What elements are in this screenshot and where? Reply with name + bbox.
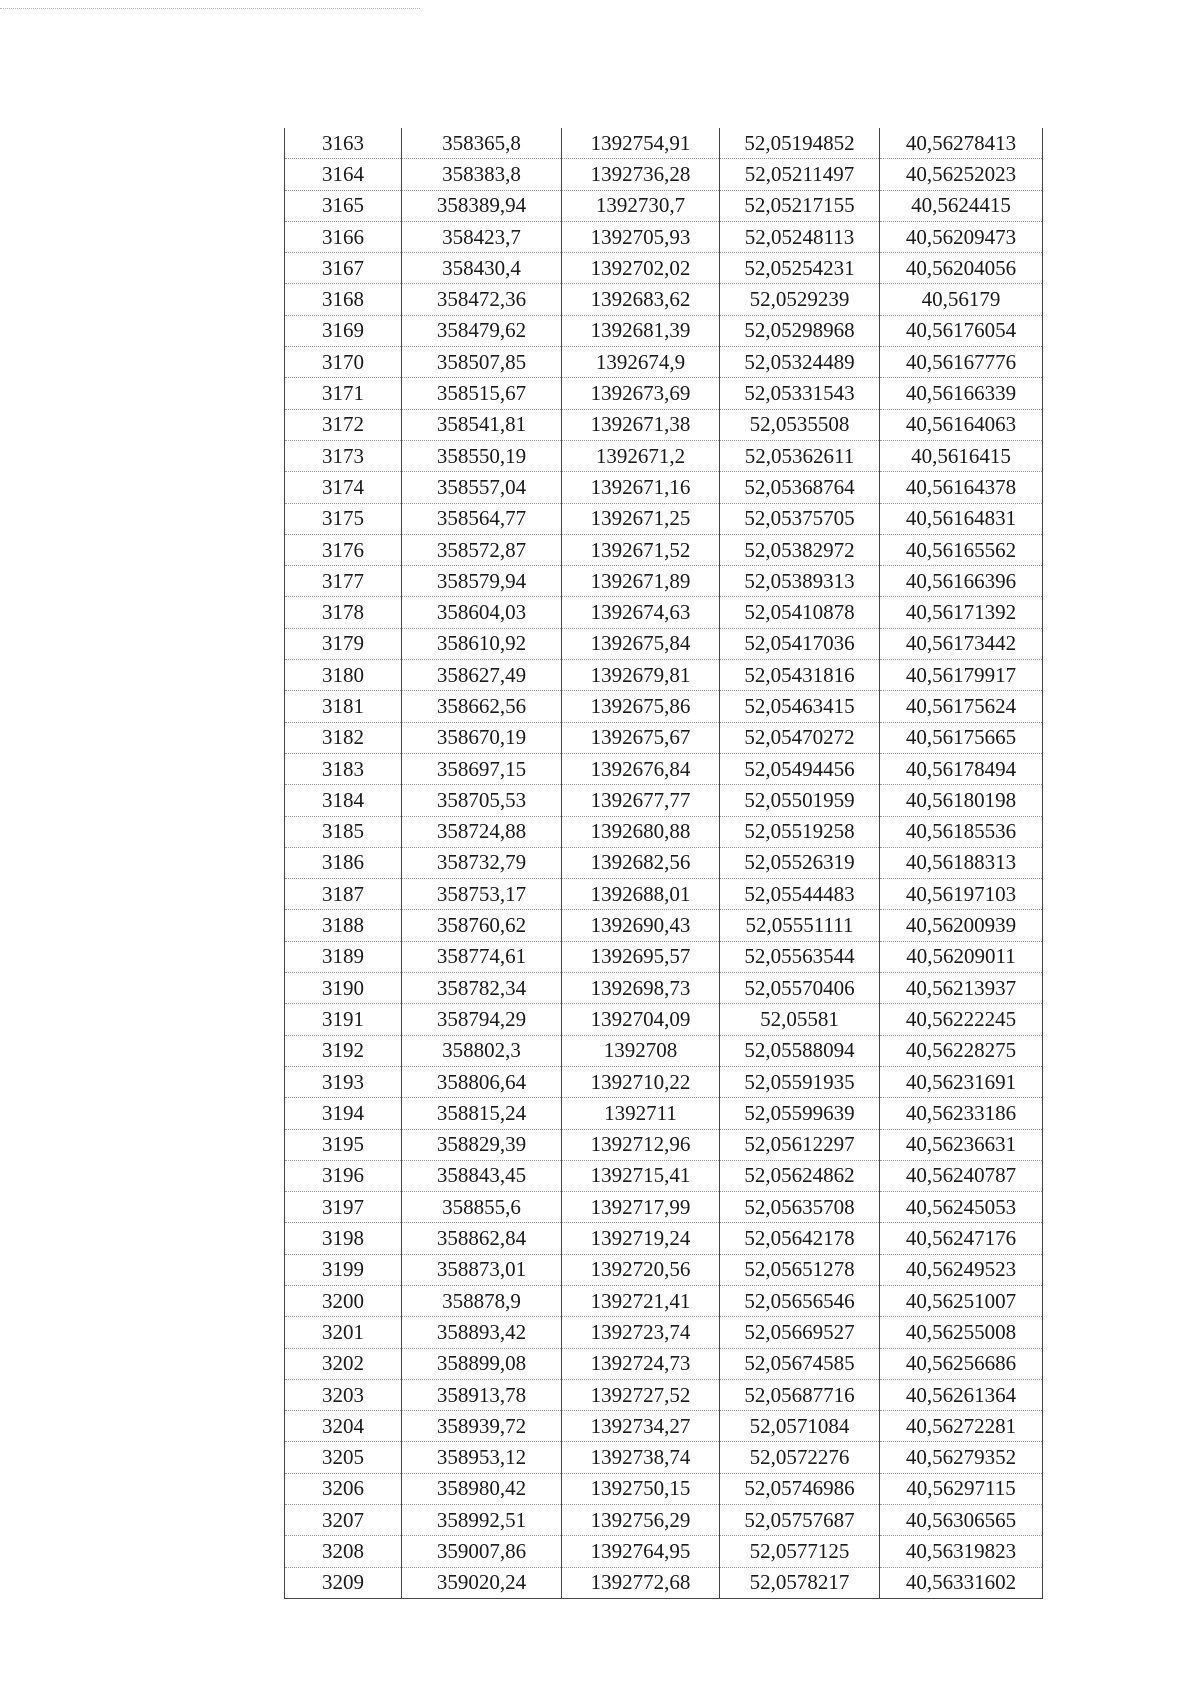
table-row: [285, 221, 1043, 252]
longitude-cell: 40,56197103: [880, 879, 1043, 910]
table-row: [285, 1505, 1043, 1536]
latitude-cell: 52,05544483: [720, 879, 880, 910]
x-coordinate-cell: 358782,34: [402, 973, 562, 1004]
x-coordinate-cell: 358662,56: [402, 691, 562, 722]
y-coordinate-cell: 1392681,39: [562, 315, 720, 346]
y-coordinate-cell: 1392683,62: [562, 284, 720, 315]
y-coordinate-cell: 1392682,56: [562, 847, 720, 878]
point-number-cell: 3196: [285, 1160, 402, 1191]
x-coordinate-cell: 358843,45: [402, 1160, 562, 1191]
latitude-cell: 52,05368764: [720, 472, 880, 503]
point-number-cell: 3197: [285, 1192, 402, 1223]
coordinates-table-body: [285, 128, 1043, 1598]
point-number-cell: 3169: [285, 315, 402, 346]
point-number-cell: 3172: [285, 409, 402, 440]
y-coordinate-cell: 1392730,7: [562, 190, 720, 221]
point-number-cell: 3209: [285, 1567, 402, 1598]
x-coordinate-cell: 358899,08: [402, 1348, 562, 1379]
y-coordinate-cell: 1392671,2: [562, 440, 720, 471]
latitude-cell: 52,05519258: [720, 816, 880, 847]
point-number-cell: 3205: [285, 1442, 402, 1473]
longitude-cell: 40,5616415: [880, 440, 1043, 471]
longitude-cell: 40,56165562: [880, 534, 1043, 565]
x-coordinate-cell: 358472,36: [402, 284, 562, 315]
y-coordinate-cell: 1392679,81: [562, 660, 720, 691]
latitude-cell: 52,05599639: [720, 1098, 880, 1129]
latitude-cell: 52,05757687: [720, 1505, 880, 1536]
point-number-cell: 3192: [285, 1035, 402, 1066]
latitude-cell: 52,0578217: [720, 1567, 880, 1598]
longitude-cell: 40,56261364: [880, 1379, 1043, 1410]
point-number-cell: 3187: [285, 879, 402, 910]
longitude-cell: 40,56233186: [880, 1098, 1043, 1129]
x-coordinate-cell: 358604,03: [402, 597, 562, 628]
table-row: [285, 660, 1043, 691]
longitude-cell: 40,56164831: [880, 503, 1043, 534]
point-number-cell: 3202: [285, 1348, 402, 1379]
y-coordinate-cell: 1392674,9: [562, 347, 720, 378]
longitude-cell: 40,56228275: [880, 1035, 1043, 1066]
x-coordinate-cell: 358430,4: [402, 253, 562, 284]
latitude-cell: 52,05331543: [720, 378, 880, 409]
x-coordinate-cell: 358383,8: [402, 159, 562, 190]
table-row: [285, 1066, 1043, 1097]
table-row: [285, 440, 1043, 471]
x-coordinate-cell: 358579,94: [402, 566, 562, 597]
latitude-cell: 52,05635708: [720, 1192, 880, 1223]
latitude-cell: 52,05588094: [720, 1035, 880, 1066]
x-coordinate-cell: 358913,78: [402, 1379, 562, 1410]
longitude-cell: 40,5624415: [880, 190, 1043, 221]
point-number-cell: 3199: [285, 1254, 402, 1285]
x-coordinate-cell: 358550,19: [402, 440, 562, 471]
point-number-cell: 3190: [285, 973, 402, 1004]
point-number-cell: 3193: [285, 1066, 402, 1097]
x-coordinate-cell: 358541,81: [402, 409, 562, 440]
longitude-cell: 40,56171392: [880, 597, 1043, 628]
x-coordinate-cell: 358829,39: [402, 1129, 562, 1160]
x-coordinate-cell: 358802,3: [402, 1035, 562, 1066]
latitude-cell: 52,0571084: [720, 1411, 880, 1442]
x-coordinate-cell: 358610,92: [402, 628, 562, 659]
longitude-cell: 40,56245053: [880, 1192, 1043, 1223]
point-number-cell: 3164: [285, 159, 402, 190]
x-coordinate-cell: 358992,51: [402, 1505, 562, 1536]
y-coordinate-cell: 1392676,84: [562, 753, 720, 784]
y-coordinate-cell: 1392727,52: [562, 1379, 720, 1410]
longitude-cell: 40,56319823: [880, 1536, 1043, 1567]
x-coordinate-cell: 358389,94: [402, 190, 562, 221]
latitude-cell: 52,05417036: [720, 628, 880, 659]
latitude-cell: 52,05324489: [720, 347, 880, 378]
point-number-cell: 3198: [285, 1223, 402, 1254]
x-coordinate-cell: 358507,85: [402, 347, 562, 378]
longitude-cell: 40,56247176: [880, 1223, 1043, 1254]
table-row: [285, 347, 1043, 378]
latitude-cell: 52,05410878: [720, 597, 880, 628]
y-coordinate-cell: 1392721,41: [562, 1285, 720, 1316]
latitude-cell: 52,05642178: [720, 1223, 880, 1254]
x-coordinate-cell: 358515,67: [402, 378, 562, 409]
table-row: [285, 1442, 1043, 1473]
longitude-cell: 40,56209473: [880, 221, 1043, 252]
table-row: [285, 1285, 1043, 1316]
coordinates-table: [284, 128, 1043, 1599]
longitude-cell: 40,56175665: [880, 722, 1043, 753]
y-coordinate-cell: 1392711: [562, 1098, 720, 1129]
x-coordinate-cell: 358980,42: [402, 1473, 562, 1504]
longitude-cell: 40,56166339: [880, 378, 1043, 409]
point-number-cell: 3179: [285, 628, 402, 659]
table-row: [285, 628, 1043, 659]
x-coordinate-cell: 358753,17: [402, 879, 562, 910]
point-number-cell: 3176: [285, 534, 402, 565]
point-number-cell: 3180: [285, 660, 402, 691]
y-coordinate-cell: 1392690,43: [562, 910, 720, 941]
longitude-cell: 40,56188313: [880, 847, 1043, 878]
latitude-cell: 52,05501959: [720, 785, 880, 816]
table-row: [285, 816, 1043, 847]
point-number-cell: 3203: [285, 1379, 402, 1410]
x-coordinate-cell: 358557,04: [402, 472, 562, 503]
longitude-cell: 40,56204056: [880, 253, 1043, 284]
longitude-cell: 40,56179917: [880, 660, 1043, 691]
longitude-cell: 40,56251007: [880, 1285, 1043, 1316]
latitude-cell: 52,05669527: [720, 1317, 880, 1348]
latitude-cell: 52,05362611: [720, 440, 880, 471]
longitude-cell: 40,56213937: [880, 973, 1043, 1004]
point-number-cell: 3185: [285, 816, 402, 847]
longitude-cell: 40,56249523: [880, 1254, 1043, 1285]
x-coordinate-cell: 358423,7: [402, 221, 562, 252]
point-number-cell: 3184: [285, 785, 402, 816]
table-row: [285, 159, 1043, 190]
point-number-cell: 3195: [285, 1129, 402, 1160]
y-coordinate-cell: 1392717,99: [562, 1192, 720, 1223]
latitude-cell: 52,0572276: [720, 1442, 880, 1473]
point-number-cell: 3183: [285, 753, 402, 784]
table-row: [285, 1192, 1043, 1223]
y-coordinate-cell: 1392720,56: [562, 1254, 720, 1285]
table-row: [285, 910, 1043, 941]
y-coordinate-cell: 1392675,84: [562, 628, 720, 659]
table-row: [285, 1567, 1043, 1598]
x-coordinate-cell: 358732,79: [402, 847, 562, 878]
longitude-cell: 40,56164063: [880, 409, 1043, 440]
longitude-cell: 40,56178494: [880, 753, 1043, 784]
latitude-cell: 52,05494456: [720, 753, 880, 784]
latitude-cell: 52,05746986: [720, 1473, 880, 1504]
x-coordinate-cell: 358724,88: [402, 816, 562, 847]
x-coordinate-cell: 358953,12: [402, 1442, 562, 1473]
latitude-cell: 52,05674585: [720, 1348, 880, 1379]
point-number-cell: 3186: [285, 847, 402, 878]
point-number-cell: 3200: [285, 1285, 402, 1316]
table-row: [285, 378, 1043, 409]
longitude-cell: 40,56176054: [880, 315, 1043, 346]
y-coordinate-cell: 1392675,67: [562, 722, 720, 753]
x-coordinate-cell: 358774,61: [402, 941, 562, 972]
y-coordinate-cell: 1392671,16: [562, 472, 720, 503]
table-row: [285, 190, 1043, 221]
x-coordinate-cell: 358939,72: [402, 1411, 562, 1442]
table-row: [285, 1379, 1043, 1410]
x-coordinate-cell: 358572,87: [402, 534, 562, 565]
table-row: [285, 753, 1043, 784]
longitude-cell: 40,56297115: [880, 1473, 1043, 1504]
point-number-cell: 3170: [285, 347, 402, 378]
latitude-cell: 52,05624862: [720, 1160, 880, 1191]
x-coordinate-cell: 358479,62: [402, 315, 562, 346]
longitude-cell: 40,56209011: [880, 941, 1043, 972]
x-coordinate-cell: 358878,9: [402, 1285, 562, 1316]
x-coordinate-cell: 358760,62: [402, 910, 562, 941]
point-number-cell: 3189: [285, 941, 402, 972]
x-coordinate-cell: 358564,77: [402, 503, 562, 534]
point-number-cell: 3178: [285, 597, 402, 628]
table-row: [285, 691, 1043, 722]
latitude-cell: 52,05389313: [720, 566, 880, 597]
point-number-cell: 3191: [285, 1004, 402, 1035]
latitude-cell: 52,05656546: [720, 1285, 880, 1316]
table-row: [285, 1473, 1043, 1504]
y-coordinate-cell: 1392734,27: [562, 1411, 720, 1442]
longitude-cell: 40,56173442: [880, 628, 1043, 659]
latitude-cell: 52,05375705: [720, 503, 880, 534]
longitude-cell: 40,56236631: [880, 1129, 1043, 1160]
point-number-cell: 3163: [285, 128, 402, 159]
x-coordinate-cell: 358855,6: [402, 1192, 562, 1223]
x-coordinate-cell: 358806,64: [402, 1066, 562, 1097]
x-coordinate-cell: 358627,49: [402, 660, 562, 691]
x-coordinate-cell: 358697,15: [402, 753, 562, 784]
latitude-cell: 52,05612297: [720, 1129, 880, 1160]
longitude-cell: 40,56252023: [880, 159, 1043, 190]
y-coordinate-cell: 1392738,74: [562, 1442, 720, 1473]
y-coordinate-cell: 1392675,86: [562, 691, 720, 722]
latitude-cell: 52,05248113: [720, 221, 880, 252]
x-coordinate-cell: 359020,24: [402, 1567, 562, 1598]
point-number-cell: 3171: [285, 378, 402, 409]
x-coordinate-cell: 358873,01: [402, 1254, 562, 1285]
table-row: [285, 1098, 1043, 1129]
longitude-cell: 40,56185536: [880, 816, 1043, 847]
latitude-cell: 52,05254231: [720, 253, 880, 284]
latitude-cell: 52,05591935: [720, 1066, 880, 1097]
longitude-cell: 40,56279352: [880, 1442, 1043, 1473]
point-number-cell: 3208: [285, 1536, 402, 1567]
point-number-cell: 3188: [285, 910, 402, 941]
table-row: [285, 1223, 1043, 1254]
x-coordinate-cell: 358794,29: [402, 1004, 562, 1035]
y-coordinate-cell: 1392715,41: [562, 1160, 720, 1191]
longitude-cell: 40,56278413: [880, 128, 1043, 159]
point-number-cell: 3182: [285, 722, 402, 753]
x-coordinate-cell: 359007,86: [402, 1536, 562, 1567]
point-number-cell: 3181: [285, 691, 402, 722]
y-coordinate-cell: 1392702,02: [562, 253, 720, 284]
latitude-cell: 52,0535508: [720, 409, 880, 440]
latitude-cell: 52,05551111: [720, 910, 880, 941]
latitude-cell: 52,05298968: [720, 315, 880, 346]
y-coordinate-cell: 1392756,29: [562, 1505, 720, 1536]
table-row: [285, 1348, 1043, 1379]
x-coordinate-cell: 358365,8: [402, 128, 562, 159]
y-coordinate-cell: 1392719,24: [562, 1223, 720, 1254]
y-coordinate-cell: 1392671,89: [562, 566, 720, 597]
x-coordinate-cell: 358705,53: [402, 785, 562, 816]
point-number-cell: 3167: [285, 253, 402, 284]
longitude-cell: 40,56179: [880, 284, 1043, 315]
y-coordinate-cell: 1392724,73: [562, 1348, 720, 1379]
y-coordinate-cell: 1392677,77: [562, 785, 720, 816]
y-coordinate-cell: 1392704,09: [562, 1004, 720, 1035]
table-row: [285, 597, 1043, 628]
y-coordinate-cell: 1392674,63: [562, 597, 720, 628]
x-coordinate-cell: 358862,84: [402, 1223, 562, 1254]
y-coordinate-cell: 1392736,28: [562, 159, 720, 190]
latitude-cell: 52,0577125: [720, 1536, 880, 1567]
table-row: [285, 1536, 1043, 1567]
table-row: [285, 1035, 1043, 1066]
latitude-cell: 52,05211497: [720, 159, 880, 190]
latitude-cell: 52,05687716: [720, 1379, 880, 1410]
y-coordinate-cell: 1392680,88: [562, 816, 720, 847]
longitude-cell: 40,56222245: [880, 1004, 1043, 1035]
latitude-cell: 52,05581: [720, 1004, 880, 1035]
y-coordinate-cell: 1392710,22: [562, 1066, 720, 1097]
y-coordinate-cell: 1392671,38: [562, 409, 720, 440]
table-row: [285, 1160, 1043, 1191]
longitude-cell: 40,56272281: [880, 1411, 1043, 1442]
longitude-cell: 40,56255008: [880, 1317, 1043, 1348]
table-row: [285, 566, 1043, 597]
point-number-cell: 3204: [285, 1411, 402, 1442]
latitude-cell: 52,05431816: [720, 660, 880, 691]
latitude-cell: 52,05470272: [720, 722, 880, 753]
latitude-cell: 52,05463415: [720, 691, 880, 722]
table-row: [285, 409, 1043, 440]
longitude-cell: 40,56164378: [880, 472, 1043, 503]
y-coordinate-cell: 1392671,25: [562, 503, 720, 534]
table-row: [285, 1004, 1043, 1035]
latitude-cell: 52,0529239: [720, 284, 880, 315]
latitude-cell: 52,05382972: [720, 534, 880, 565]
longitude-cell: 40,56167776: [880, 347, 1043, 378]
latitude-cell: 52,05570406: [720, 973, 880, 1004]
point-number-cell: 3206: [285, 1473, 402, 1504]
longitude-cell: 40,56240787: [880, 1160, 1043, 1191]
y-coordinate-cell: 1392750,15: [562, 1473, 720, 1504]
point-number-cell: 3201: [285, 1317, 402, 1348]
longitude-cell: 40,56331602: [880, 1567, 1043, 1598]
point-number-cell: 3175: [285, 503, 402, 534]
latitude-cell: 52,05526319: [720, 847, 880, 878]
longitude-cell: 40,56200939: [880, 910, 1043, 941]
table-row: [285, 284, 1043, 315]
point-number-cell: 3166: [285, 221, 402, 252]
table-row: [285, 1411, 1043, 1442]
y-coordinate-cell: 1392712,96: [562, 1129, 720, 1160]
table-row: [285, 503, 1043, 534]
table-row: [285, 941, 1043, 972]
latitude-cell: 52,05217155: [720, 190, 880, 221]
point-number-cell: 3177: [285, 566, 402, 597]
y-coordinate-cell: 1392698,73: [562, 973, 720, 1004]
y-coordinate-cell: 1392754,91: [562, 128, 720, 159]
y-coordinate-cell: 1392671,52: [562, 534, 720, 565]
x-coordinate-cell: 358670,19: [402, 722, 562, 753]
point-number-cell: 3173: [285, 440, 402, 471]
table-row: [285, 879, 1043, 910]
table-row: [285, 973, 1043, 1004]
longitude-cell: 40,56256686: [880, 1348, 1043, 1379]
point-number-cell: 3165: [285, 190, 402, 221]
y-coordinate-cell: 1392688,01: [562, 879, 720, 910]
table-row: [285, 534, 1043, 565]
longitude-cell: 40,56166396: [880, 566, 1043, 597]
y-coordinate-cell: 1392708: [562, 1035, 720, 1066]
latitude-cell: 52,05563544: [720, 941, 880, 972]
table-row: [285, 315, 1043, 346]
y-coordinate-cell: 1392772,68: [562, 1567, 720, 1598]
point-number-cell: 3207: [285, 1505, 402, 1536]
table-row: [285, 722, 1043, 753]
y-coordinate-cell: 1392764,95: [562, 1536, 720, 1567]
scan-edge-mark: [0, 8, 420, 9]
table-row: [285, 1317, 1043, 1348]
table-row: [285, 253, 1043, 284]
longitude-cell: 40,56180198: [880, 785, 1043, 816]
point-number-cell: 3174: [285, 472, 402, 503]
latitude-cell: 52,05194852: [720, 128, 880, 159]
y-coordinate-cell: 1392723,74: [562, 1317, 720, 1348]
y-coordinate-cell: 1392695,57: [562, 941, 720, 972]
point-number-cell: 3168: [285, 284, 402, 315]
x-coordinate-cell: 358893,42: [402, 1317, 562, 1348]
x-coordinate-cell: 358815,24: [402, 1098, 562, 1129]
table-row: [285, 1129, 1043, 1160]
y-coordinate-cell: 1392705,93: [562, 221, 720, 252]
longitude-cell: 40,56175624: [880, 691, 1043, 722]
longitude-cell: 40,56231691: [880, 1066, 1043, 1097]
table-row: [285, 472, 1043, 503]
table-row: [285, 128, 1043, 159]
table-row: [285, 847, 1043, 878]
y-coordinate-cell: 1392673,69: [562, 378, 720, 409]
point-number-cell: 3194: [285, 1098, 402, 1129]
table-row: [285, 1254, 1043, 1285]
longitude-cell: 40,56306565: [880, 1505, 1043, 1536]
latitude-cell: 52,05651278: [720, 1254, 880, 1285]
table-row: [285, 785, 1043, 816]
